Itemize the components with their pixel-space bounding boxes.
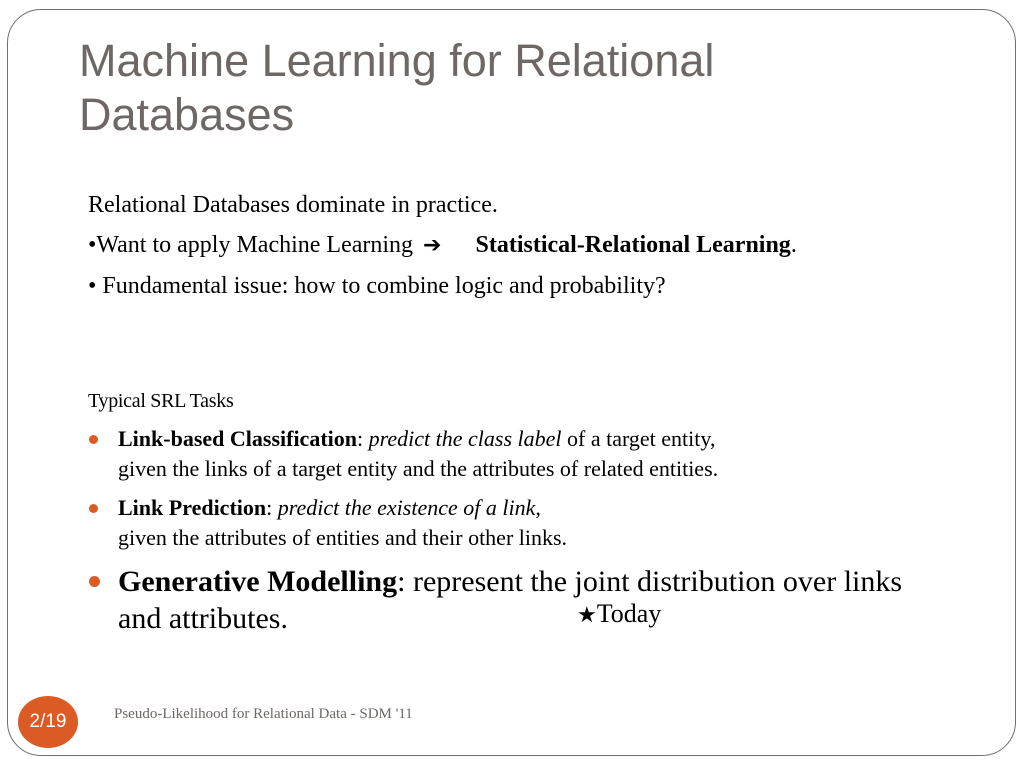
bullet-glyph: •	[88, 273, 97, 299]
task-separator: :	[397, 565, 413, 598]
task-content	[118, 493, 928, 553]
task-line-2: given the links of a target entity and the attributes of related entities.	[118, 456, 719, 481]
intro-line-2-text: Want to apply Machine Learning	[96, 232, 414, 258]
intro-line-3-text: Fundamental issue: how to combine logic and probability?	[102, 273, 666, 299]
task-name: Generative Modelling	[118, 565, 398, 598]
bullet-dot-icon	[89, 435, 98, 444]
task-name: Link Prediction	[118, 495, 267, 520]
srl-term: Statistical-Relational Learning	[475, 232, 791, 258]
slide-title: Machine Learning for Relational Databases	[79, 35, 715, 140]
task-name: Link-based Classification	[118, 426, 357, 451]
task-line-2: given the attributes of entities and their other links.	[118, 525, 568, 550]
intro-line-3	[88, 266, 928, 306]
task-content	[118, 563, 928, 637]
bullet-dot-icon	[89, 504, 98, 513]
today-marker	[577, 598, 661, 632]
intro-line-2-end: .	[790, 232, 797, 258]
task-separator: :	[357, 426, 369, 451]
task-definition: predict the class label	[368, 426, 562, 451]
task-definition: predict the existence of a link	[277, 495, 536, 520]
task-rest: of a target entity,	[561, 426, 716, 451]
task-content	[118, 424, 928, 484]
slide-footer: Pseudo-Likelihood for Relational Data - SDM '11	[114, 706, 413, 722]
page-number-badge: 2/19	[18, 696, 78, 748]
task-rest: ,	[535, 495, 541, 520]
task-rest: represent the joint distribution over links and attributes.	[118, 565, 903, 635]
star-icon: ★	[577, 603, 597, 628]
today-label: Today	[596, 599, 662, 628]
task-separator: :	[266, 495, 278, 520]
intro-line-2	[88, 225, 928, 266]
intro-block	[88, 185, 928, 306]
bullet-dot-icon	[89, 576, 100, 587]
tasks-heading: Typical SRL Tasks	[88, 390, 234, 412]
arrow-right-icon: ➔	[423, 233, 442, 258]
bullet-glyph: •	[88, 232, 97, 258]
intro-line-1: Relational Databases dominate in practice.	[88, 192, 498, 218]
